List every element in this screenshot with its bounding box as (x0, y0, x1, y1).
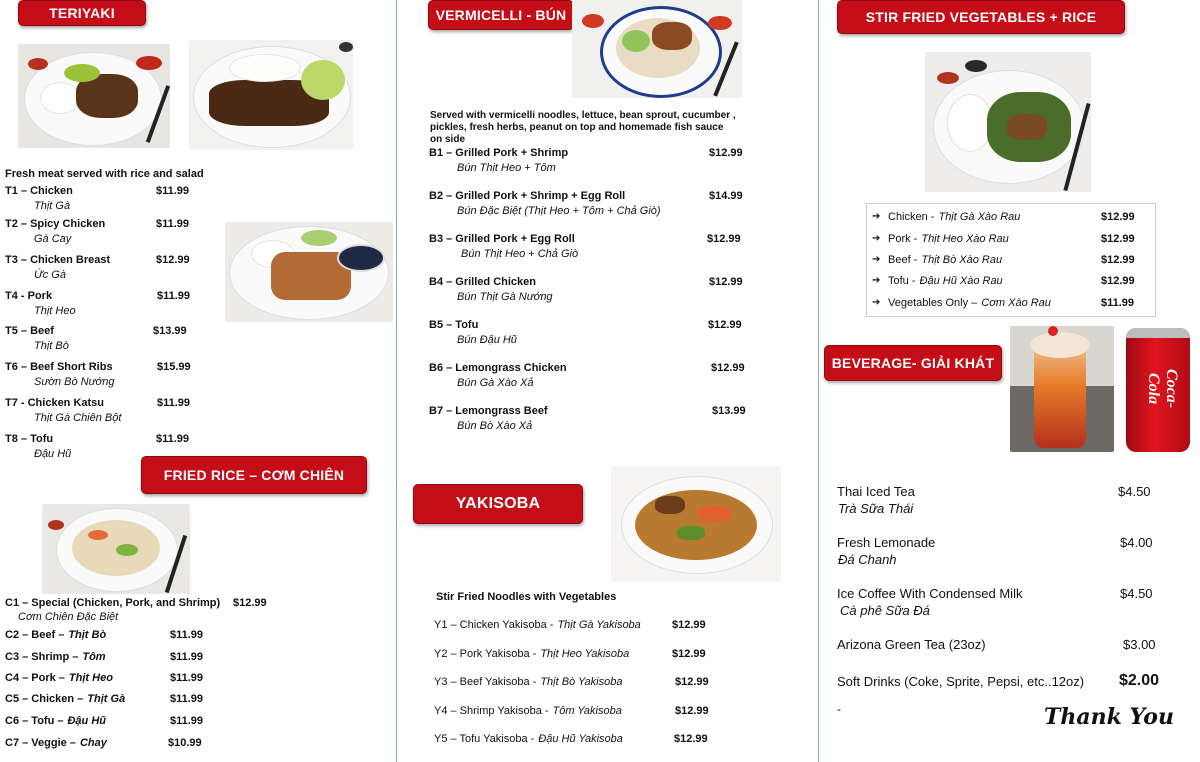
beverage-item-name: Ice Coffee With Condensed Milk (837, 586, 1023, 601)
fried-rice-item-viet: Cơm Chiên Đặc Biệt (18, 611, 119, 623)
beverage-dash: - (837, 702, 841, 716)
vermicelli-item-price: $12.99 (708, 319, 742, 331)
vermicelli-item-viet: Bún Bò Xào Xả (457, 420, 533, 432)
vermicelli-item-price: $12.99 (711, 362, 745, 374)
vermicelli-photo (572, 0, 742, 98)
stir-fried-item-price: $12.99 (1101, 233, 1135, 245)
fried-rice-item-price: $12.99 (233, 597, 267, 609)
teriyaki-intro: Fresh meat served with rice and salad (5, 168, 204, 180)
teriyaki-item-name: T3 – Chicken Breast (5, 254, 111, 266)
beverage-item-name: Arizona Green Tea (23oz) (837, 637, 986, 652)
vermicelli-item-price: $12.99 (709, 276, 743, 288)
yakisoba-photo (611, 466, 781, 582)
beverage-banner (824, 345, 1002, 381)
yakisoba-item-price: $12.99 (674, 733, 708, 745)
yakisoba-item-price: $12.99 (672, 619, 706, 631)
arrow-right-icon: ➔ (872, 275, 881, 286)
teriyaki-item-name: T2 – Spicy Chicken (5, 218, 106, 230)
teriyaki-item-viet: Thịt Gà (34, 200, 71, 212)
fried-rice-item-name: C1 – Special (Chicken, Pork, and Shrimp) (5, 597, 221, 609)
fried-rice-item-name: C4 – Pork – Thịt Heo (5, 672, 113, 684)
beverage-item-name: Thai Iced Tea (837, 484, 915, 499)
beverage-item-viet: Trà Sữa Thái (838, 501, 914, 516)
teriyaki-item-name: T7 - Chicken Katsu (5, 397, 105, 409)
column-divider-left (396, 0, 397, 762)
beverage-item-price: $4.50 (1120, 586, 1153, 601)
fried-rice-item-name: C7 – Veggie – Chay (5, 737, 107, 749)
teriyaki-item-viet: Sườn Bò Nướng (34, 376, 115, 388)
stir-fried-title: STIR FRIED VEGETABLES + RICE (865, 9, 1097, 25)
yakisoba-item-viet: Thịt Heo Yakisoba (540, 648, 630, 660)
stir-fried-item-name: Chicken - Thịt Gà Xào Rau (888, 211, 1021, 223)
stir-fried-item-price: $12.99 (1101, 254, 1135, 266)
beverage-item-price: $4.00 (1120, 535, 1153, 550)
teriyaki-item-price: $11.99 (157, 290, 191, 302)
vermicelli-item-name: B2 – Grilled Pork + Shrimp + Egg Roll (429, 190, 626, 202)
fried-rice-item-name: C5 – Chicken – Thịt Gà (5, 693, 126, 705)
teriyaki-item-viet: Thịt Bò (34, 340, 69, 352)
fried-rice-item-price: $11.99 (170, 715, 204, 727)
thank-you-text: Thank You (1044, 704, 1174, 730)
teriyaki-item-price: $11.99 (156, 185, 190, 197)
beverage-item-viet: Cà phê Sữa Đá (840, 603, 930, 618)
beverage-item-name: Soft Drinks (Coke, Sprite, Pepsi, etc..12oz) (837, 674, 1085, 689)
vermicelli-item-price: $14.99 (709, 190, 743, 202)
yakisoba-intro: Stir Fried Noodles with Vegetables (436, 591, 617, 603)
yakisoba-item-price: $12.99 (675, 705, 709, 717)
fried-rice-item-viet: Đậu Hũ (67, 715, 106, 727)
fried-rice-item-viet: Thịt Heo (68, 672, 113, 684)
beverage-title: BEVERAGE- GIẢI KHÁT (831, 355, 995, 371)
stir-fried-item-viet: Cơm Xào Rau (981, 297, 1051, 309)
yakisoba-item-name: Y3 – Beef Yakisoba - Thịt Bò Yakisoba (434, 676, 623, 688)
stir-fried-item-viet: Thịt Gà Xào Rau (938, 211, 1021, 223)
vermicelli-item-name: B6 – Lemongrass Chicken (429, 362, 567, 374)
stir-fried-item-viet: Thịt Bò Xào Rau (921, 254, 1003, 266)
teriyaki-title: TERIYAKI (49, 5, 115, 21)
teriyaki-item-name: T5 – Beef (5, 325, 54, 337)
teriyaki-item-price: $15.99 (157, 361, 191, 373)
teriyaki-photo-1 (18, 44, 170, 148)
teriyaki-banner (18, 0, 146, 26)
yakisoba-item-name: Y4 – Shrimp Yakisoba - Tôm Yakisoba (434, 705, 622, 717)
yakisoba-item-viet: Thịt Bò Yakisoba (540, 676, 623, 688)
teriyaki-item-viet: Thịt Heo (34, 305, 76, 317)
fried-rice-item-price: $11.99 (170, 693, 204, 705)
vermicelli-item-name: B1 – Grilled Pork + Shrimp (429, 147, 569, 159)
beverage-item-name: Fresh Lemonade (837, 535, 936, 550)
fried-rice-item-price: $11.99 (170, 629, 204, 641)
vermicelli-item-price: $12.99 (709, 147, 743, 159)
vermicelli-item-name: B7 – Lemongrass Beef (429, 405, 548, 417)
fried-rice-item-viet: Chay (79, 737, 107, 749)
vermicelli-item-viet: Bún Thịt Heo + Tôm (457, 162, 556, 174)
yakisoba-title: YAKISOBA (455, 495, 541, 512)
teriyaki-item-name: T4 - Pork (5, 290, 53, 302)
stir-fried-item-viet: Đậu Hũ Xào Rau (919, 275, 1003, 287)
vermicelli-item-viet: Bún Đặc Biệt (Thịt Heo + Tôm + Chả Giò) (457, 205, 661, 217)
vermicelli-item-viet: Bún Thịt Heo + Chả Giò (461, 248, 579, 260)
fried-rice-item-viet: Tôm (82, 651, 106, 663)
beverage-item-viet: Đá Chanh (838, 552, 897, 567)
vermicelli-item-name: B4 – Grilled Chicken (429, 276, 536, 288)
fried-rice-item-price: $11.99 (170, 672, 204, 684)
vermicelli-item-name: B5 – Tofu (429, 319, 479, 331)
teriyaki-item-viet: Gà Cay (34, 233, 72, 245)
teriyaki-item-price: $12.99 (156, 254, 190, 266)
teriyaki-item-price: $13.99 (153, 325, 187, 337)
stir-fried-banner (837, 0, 1125, 34)
fried-rice-banner (141, 456, 367, 494)
chicken-katsu-photo (225, 222, 393, 322)
thai-tea-photo (1010, 326, 1114, 452)
yakisoba-item-price: $12.99 (675, 676, 709, 688)
stir-fried-item-viet: Thịt Heo Xào Rau (921, 233, 1009, 245)
beverage-item-price: $3.00 (1123, 637, 1156, 652)
fried-rice-item-name: C6 – Tofu – Đậu Hũ (5, 715, 106, 727)
teriyaki-item-price: $11.99 (156, 218, 190, 230)
teriyaki-item-viet: Thịt Gà Chiên Bột (34, 412, 122, 424)
teriyaki-item-name: T1 – Chicken (5, 185, 73, 197)
fried-rice-item-viet: Thịt Bò (68, 629, 107, 641)
stir-fried-item-name: Tofu - Đậu Hũ Xào Rau (888, 275, 1003, 287)
stir-fried-item-name: Vegetables Only – Cơm Xào Rau (888, 297, 1051, 309)
arrow-right-icon: ➔ (872, 211, 881, 222)
teriyaki-item-price: $11.99 (156, 433, 190, 445)
arrow-right-icon: ➔ (872, 233, 881, 244)
teriyaki-item-price: $11.99 (157, 397, 191, 409)
teriyaki-item-name: T6 – Beef Short Ribs (5, 361, 113, 373)
fried-rice-item-name: C3 – Shrimp – Tôm (5, 651, 106, 663)
yakisoba-banner (413, 484, 583, 524)
yakisoba-item-viet: Tôm Yakisoba (552, 705, 622, 717)
coke-can-photo: Coca-Cola (1122, 324, 1194, 456)
vermicelli-item-price: $12.99 (707, 233, 741, 245)
beverage-item-price: $2.00 (1119, 672, 1160, 689)
stir-fried-item-name: Pork - Thịt Heo Xào Rau (888, 233, 1009, 245)
vermicelli-item-viet: Bún Đậu Hũ (457, 334, 517, 346)
yakisoba-item-name: Y5 – Tofu Yakisoba - Đậu Hũ Yakisoba (434, 733, 623, 745)
stir-fried-item-name: Beef - Thịt Bò Xào Rau (888, 254, 1003, 266)
yakisoba-item-name: Y2 – Pork Yakisoba - Thịt Heo Yakisoba (434, 648, 630, 660)
yakisoba-item-price: $12.99 (672, 648, 706, 660)
column-divider-right (818, 0, 819, 762)
teriyaki-item-name: T8 – Tofu (5, 433, 54, 445)
fried-rice-item-viet: Thịt Gà (87, 693, 126, 705)
yakisoba-item-viet: Thịt Gà Yakisoba (557, 619, 641, 631)
stir-fried-item-price: $12.99 (1101, 211, 1135, 223)
stir-fried-item-price: $12.99 (1101, 275, 1135, 287)
yakisoba-item-viet: Đậu Hũ Yakisoba (538, 733, 623, 745)
beverage-item-price: $4.50 (1118, 484, 1151, 499)
fried-rice-title: FRIED RICE – CƠM CHIÊN (163, 467, 345, 483)
vermicelli-item-name: B3 – Grilled Pork + Egg Roll (429, 233, 575, 245)
teriyaki-item-viet: Ức Gà (34, 269, 66, 281)
vermicelli-item-viet: Bún Gà Xào Xả (457, 377, 534, 389)
vermicelli-banner (428, 0, 574, 30)
arrow-right-icon: ➔ (872, 297, 881, 308)
fried-rice-item-name: C2 – Beef – Thịt Bò (5, 629, 107, 641)
vermicelli-item-price: $13.99 (712, 405, 746, 417)
vermicelli-item-viet: Bún Thịt Gà Nướng (457, 291, 553, 303)
teriyaki-item-viet: Đậu Hũ (34, 448, 72, 460)
teriyaki-photo-2 (189, 40, 353, 150)
arrow-right-icon: ➔ (872, 254, 881, 265)
stir-fried-item-price: $11.99 (1101, 297, 1135, 309)
yakisoba-item-name: Y1 – Chicken Yakisoba - Thịt Gà Yakisoba (434, 619, 641, 631)
fried-rice-item-price: $11.99 (170, 651, 204, 663)
vermicelli-title: VERMICELLI - BÚN (435, 7, 567, 23)
fried-rice-photo (42, 504, 190, 594)
fried-rice-item-price: $10.99 (168, 737, 202, 749)
stir-fried-photo (925, 52, 1091, 192)
